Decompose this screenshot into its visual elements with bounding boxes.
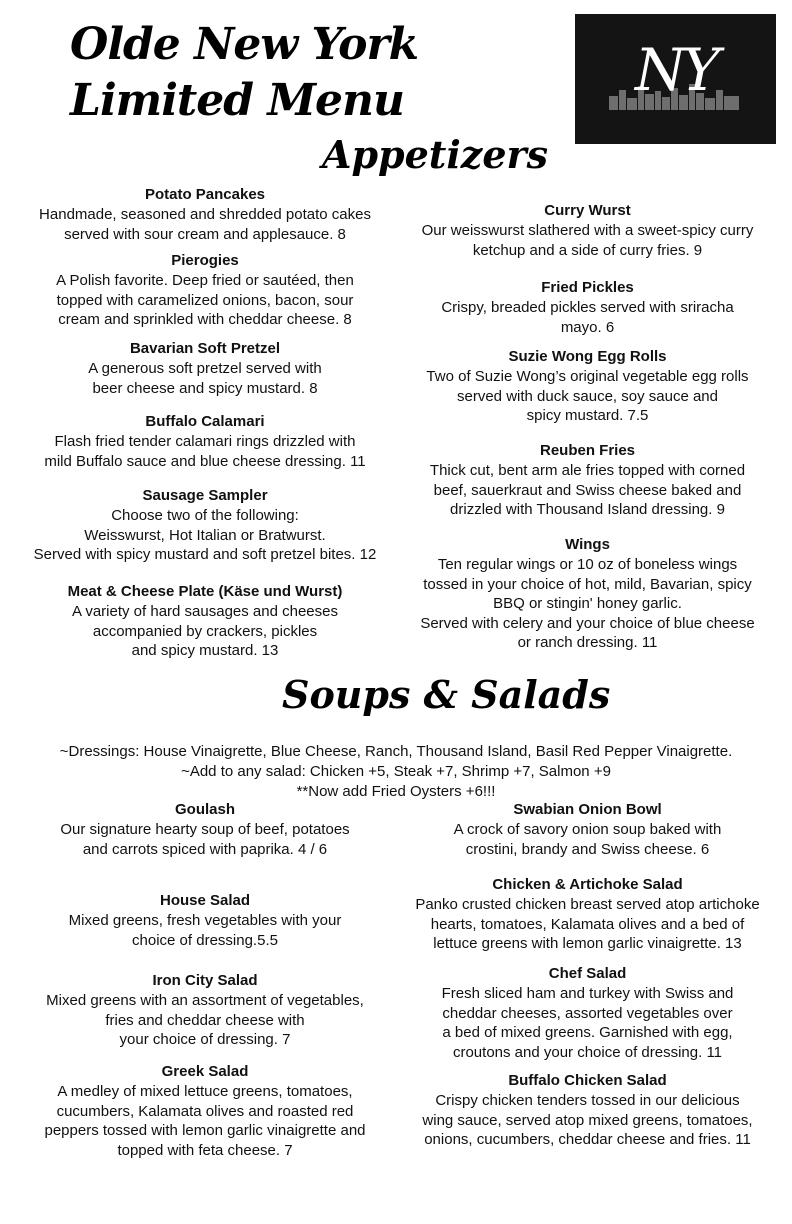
item-desc-line: A Polish favorite. Deep fried or sautéed, then (56, 272, 354, 289)
menu-title-line1: Olde New York (70, 19, 419, 70)
add-protein-note: ~Add to any salad: Chicken +5, Steak +7, Shrimp +7, Salmon +9 (181, 763, 611, 780)
item-desc-line: your choice of dressing. 7 (119, 1031, 291, 1048)
item-desc-line: Choose two of the following: (111, 507, 299, 524)
item-desc-line: cucumbers, Kalamata olives and roasted red (56, 1102, 354, 1120)
menu-item-reuben-fries (400, 441, 775, 520)
dressings-note: ~Dressings: House Vinaigrette, Blue Cheese, Ranch, Thousand Island, Basil Red Pepper Vinaigrette. (59, 743, 733, 760)
menu-item-pierogies (20, 251, 390, 330)
item-desc-line: mayo. 6 (560, 318, 615, 336)
menu-item-bavarian-soft-pretzel (20, 339, 390, 398)
item-desc-line: accompanied by crackers, pickles (92, 622, 318, 640)
menu-item-chicken-artichoke-salad (400, 875, 775, 954)
menu-item-house-salad (20, 891, 390, 950)
menu-item-swabian-onion-bowl (400, 800, 775, 859)
item-desc-line: Fresh sliced ham and turkey with Swiss and (441, 985, 734, 1002)
item-desc-line: Crispy chicken tenders tossed in our delicious (435, 1092, 740, 1109)
menu-item-greek-salad (20, 1062, 390, 1160)
item-desc-line: a bed of mixed greens. Garnished with egg, (442, 1024, 733, 1041)
logo-monogram: NY (634, 36, 717, 104)
item-desc-line: Handmade, seasoned and shredded potato cakes (39, 206, 371, 223)
item-name: Buffalo Calamari (145, 413, 265, 430)
menu-item-potato-pancakes (20, 185, 390, 244)
item-desc-line: A generous soft pretzel served with (88, 360, 322, 377)
item-desc-line: Ten regular wings or 10 oz of boneless wings (437, 556, 738, 573)
item-name: Wings (565, 536, 610, 553)
item-desc-line: Thick cut, bent arm ale fries topped with corned (429, 462, 746, 479)
item-name: Iron City Salad (152, 972, 258, 989)
item-desc-line: Crispy, breaded pickles served with sriracha (441, 299, 734, 316)
menu-item-wings (400, 535, 775, 653)
menu-item-meat-cheese-plate (20, 582, 390, 661)
item-desc-line: Two of Suzie Wong’s original vegetable egg rolls (426, 368, 749, 385)
item-desc-line: hearts, tomatoes, Kalamata olives and a bed of (430, 915, 745, 933)
item-name: Curry Wurst (544, 202, 631, 219)
menu-item-chef-salad (400, 964, 775, 1062)
item-desc-line: peppers tossed with lemon garlic vinaigrette and (44, 1122, 366, 1139)
item-desc-line: drizzled with Thousand Island dressing. 9 (450, 501, 725, 518)
item-name: Buffalo Chicken Salad (508, 1072, 667, 1089)
item-desc-line: Flash fried tender calamari rings drizzled with (54, 433, 356, 450)
item-desc-line: Mixed greens with an assortment of vegetables, (46, 992, 364, 1009)
item-name: Chef Salad (548, 965, 627, 982)
item-name: Pierogies (171, 252, 239, 269)
item-desc-line: served with sour cream and applesauce. 8 (64, 225, 346, 243)
appetizers-heading: Appetizers (322, 132, 548, 177)
item-desc-line: beef, sauerkraut and Swiss cheese baked and (433, 481, 742, 499)
item-desc-line: wing sauce, served atop mixed greens, tomatoes, (422, 1111, 753, 1129)
item-desc-line: fries and cheddar cheese with (105, 1011, 305, 1029)
item-desc-line: served with duck sauce, soy sauce and (457, 387, 718, 405)
item-name: Chicken & Artichoke Salad (492, 876, 683, 893)
menu-item-buffalo-chicken-salad (400, 1071, 775, 1150)
item-name: Potato Pancakes (144, 186, 266, 203)
item-desc-line: Panko crusted chicken breast served atop artichoke (415, 896, 760, 913)
menu-item-curry-wurst (400, 201, 775, 260)
item-desc-line: and spicy mustard. 13 (131, 642, 279, 659)
item-desc-line: BBQ or stingin' honey garlic. (493, 595, 682, 612)
item-name: Sausage Sampler (142, 487, 268, 504)
item-name: Bavarian Soft Pretzel (129, 340, 281, 357)
item-desc-line: choice of dressing.5.5 (132, 931, 278, 949)
item-desc-line: A variety of hard sausages and cheeses (71, 603, 338, 620)
item-desc-line: ketchup and a side of curry fries. 9 (472, 241, 703, 259)
item-desc-line: spicy mustard. 7.5 (526, 407, 649, 424)
item-desc-line: A medley of mixed lettuce greens, tomatoes, (57, 1083, 353, 1100)
menu-item-buffalo-calamari (20, 412, 390, 471)
item-desc-line: Mixed greens, fresh vegetables with your (68, 912, 342, 929)
fried-oysters-note: **Now add Fried Oysters +6!!! (296, 783, 496, 800)
item-desc-line: lettuce greens with lemon garlic vinaigrette. 13 (433, 935, 742, 952)
salad-notes (0, 742, 792, 802)
item-desc-line: onions, cucumbers, cheddar cheese and fries. 11 (424, 1131, 751, 1148)
item-name: Meat & Cheese Plate (Käse und Wurst) (67, 583, 343, 600)
restaurant-logo (575, 14, 776, 144)
item-desc-line: Served with celery and your choice of blue cheese (420, 614, 755, 632)
item-desc-line: Weisswurst, Hot Italian or Bratwurst. (84, 526, 326, 544)
item-name: Fried Pickles (541, 279, 634, 296)
item-name: Swabian Onion Bowl (513, 801, 662, 818)
item-desc-line: beer cheese and spicy mustard. 8 (92, 379, 318, 397)
item-name: Reuben Fries (539, 442, 636, 459)
item-desc-line: A crock of savory onion soup baked with (453, 821, 722, 838)
item-desc-line: topped with caramelized onions, bacon, sour (56, 291, 354, 309)
item-desc-line: croutons and your choice of dressing. 11 (452, 1043, 723, 1061)
item-desc-line: mild Buffalo sauce and blue cheese dressing. 11 (44, 452, 366, 470)
item-desc-line: crostini, brandy and Swiss cheese. 6 (465, 840, 710, 858)
menu-item-sausage-sampler (20, 486, 390, 565)
menu-item-suzie-wong-egg-rolls (400, 347, 775, 426)
item-name: Greek Salad (161, 1063, 249, 1080)
item-name: House Salad (159, 892, 251, 909)
item-desc-line: cream and sprinkled with cheddar cheese. 8 (58, 311, 352, 328)
item-desc-line: cheddar cheeses, assorted vegetables over (442, 1004, 733, 1022)
item-name: Suzie Wong Egg Rolls (508, 348, 667, 365)
menu-item-iron-city-salad (20, 971, 390, 1050)
item-desc-line: or ranch dressing. 11 (517, 634, 658, 651)
menu-item-goulash (20, 800, 390, 859)
item-desc-line: tossed in your choice of hot, mild, Bavarian, spicy (423, 575, 752, 593)
item-desc-line: Our weisswurst slathered with a sweet-spicy curry (421, 222, 754, 239)
item-desc-line: Served with spicy mustard and soft pretzel bites. 12 (33, 546, 377, 563)
item-desc-line: topped with feta cheese. 7 (117, 1141, 293, 1159)
item-name: Goulash (174, 801, 235, 818)
menu-title-line2: Limited Menu (70, 75, 405, 126)
item-desc-line: and carrots spiced with paprika. 4 / 6 (82, 840, 328, 858)
item-desc-line: Our signature hearty soup of beef, potatoes (60, 821, 350, 838)
soups-salads-heading: Soups & Salads (282, 672, 611, 717)
menu-item-fried-pickles (400, 278, 775, 337)
